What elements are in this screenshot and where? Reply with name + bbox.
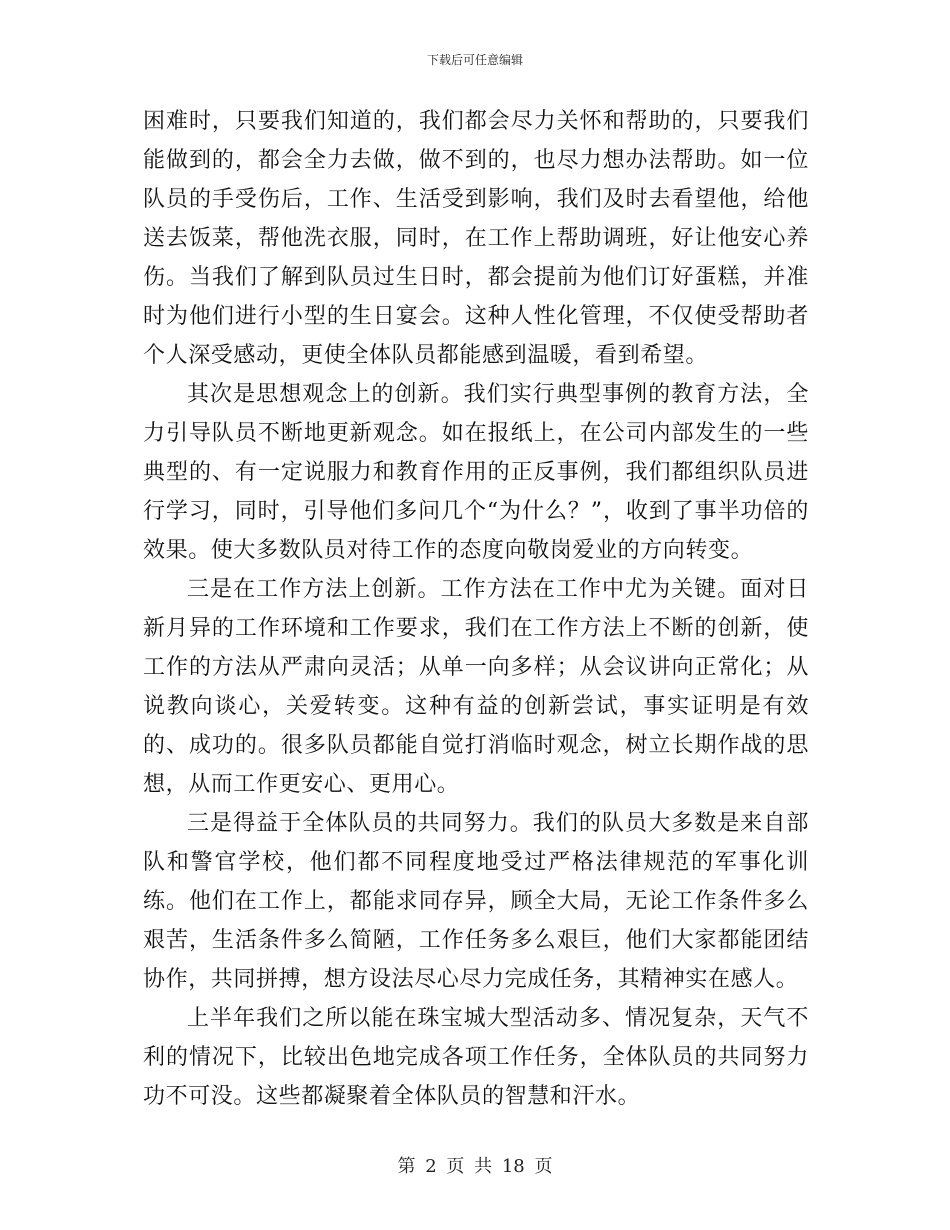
page-number: 第 2 页 共 18 页 <box>397 1156 553 1177</box>
paragraph-summary: 上半年我们之所以能在珠宝城大型活动多、情况复杂，天气不利的情况下，比较出色地完成各项工作任务，全体队员的共同努力功不可没。这些都凝聚着全体队员的智慧和汗水。 <box>143 1006 809 1109</box>
paragraph-team-effort: 三是得益于全体队员的共同努力。我们的队员大多数是来自部队和警官学校，他们都不同程度地受过严格法律规范的军事化训练。他们在工作上，都能求同存异，顾全大局，无论工作条件多么艰苦，生活条件多么简陋，工作任务多么艰巨，他们大家都能团结协作，共同拼搏，想方设法尽心尽力完成任务，其精神实在感人。 <box>143 811 809 992</box>
paragraph-method-innovation: 三是在工作方法上创新。工作方法在工作中尤为关键。面对日新月异的工作环境和工作要求，我们在工作方法上不断的创新，使工作的方法从严肃向灵活；从单一向多样；从会议讲向正常化；从说教向谈心，关爱转变。这种有益的创新尝试，事实证明是有效的、成功的。很多队员都能自觉打消临时观念，树立长期作战的思想，从而工作更安心、更用心。 <box>143 577 809 797</box>
document-body <box>143 102 809 1116</box>
page-header: 下载后可任意编辑 <box>426 53 523 67</box>
paragraph-continued: 困难时，只要我们知道的，我们都会尽力关怀和帮助的，只要我们能做到的，都会全力去做，做不到的，也尽力想办法帮助。如一位队员的手受伤后，工作、生活受到影响，我们及时去看望他，给他送去饭菜，帮他洗衣服，同时，在工作上帮助调班，好让他安心养伤。当我们了解到队员过生日时，都会提前为他们订好蛋糕，并准时为他们进行小型的生日宴会。这种人性化管理，不仅使受帮助者个人深受感动，更使全体队员都能感到温暖，看到希望。 <box>143 109 809 368</box>
paragraph-thinking-innovation: 其次是思想观念上的创新。我们实行典型事例的教育方法，全力引导队员不断地更新观念。如在报纸上，在公司内部发生的一些典型的、有一定说服力和教育作用的正反事例，我们都组织队员进行学习，同时，引导他们多问几个“为什么？”，收到了事半功倍的效果。使大多数队员对待工作的态度向敬岗爱业的方向转变。 <box>143 382 809 563</box>
